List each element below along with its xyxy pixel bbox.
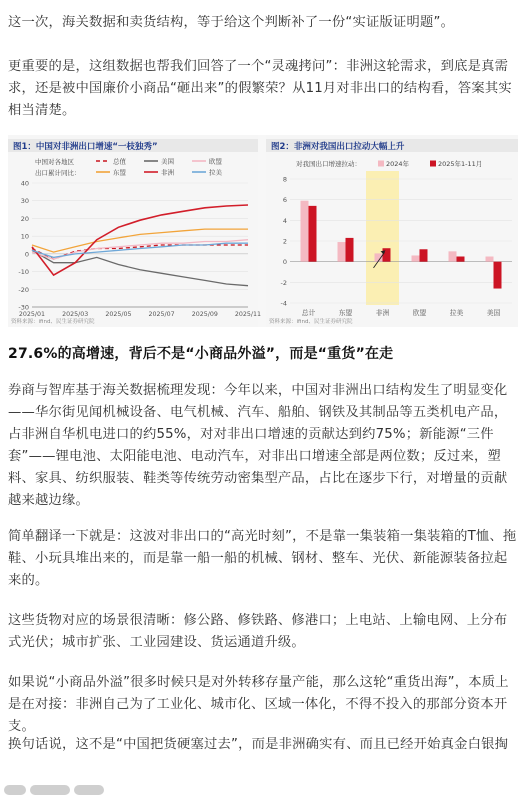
figure-1	[8, 135, 262, 327]
x-tick-label: 美国	[486, 309, 501, 317]
figure-title: 图2：非洲对我国出口拉动大幅上升	[271, 142, 405, 152]
y-tick-label: 10	[20, 232, 29, 241]
legend-swatch	[430, 161, 436, 167]
x-tick-label: 2025/01	[18, 311, 46, 318]
x-tick-label: 2025/09	[191, 311, 218, 318]
figure-2	[266, 135, 518, 327]
x-tick-label: 2025/11	[234, 311, 262, 318]
watermark-mark	[74, 785, 104, 795]
legend-caption: 中国对各地区	[35, 158, 74, 166]
section-heading: 27.6%的高增速，背后不是“小商品外溢”，而是“重货”在走	[8, 346, 394, 362]
paragraph-structure: 券商与智库基于海关数据梳理发现：今年以来，中国对非洲出口结构发生了明显变化——华尔街见闻机械设备、电气机械、汽车、船舶、钢铁及其制品等五类机电产品，占非洲自华机电进口的约55%，对对非出口增速的贡献达到约75%；新能源“三件套”——锂电池、太阳能电池、电动汽车，对非出口增速全部是两位数；反过来，塑料、家具、纺织服装、鞋类等传统劳动密集型产品，占比在逐步下行，对增量的贡献越来越边缘。	[8, 383, 508, 508]
y-tick-label: -20	[18, 285, 29, 294]
legend-label: 东盟	[113, 168, 126, 177]
paragraph-translation: 简单翻译一下就是：这波对非出口的“高光时刻”，不是靠一集装箱一集装箱的T恤、拖鞋、小玩具堆出来的，而是靠一船一船的机械、钢材、整车、光伏、新能源装备拉起来的。	[8, 529, 517, 588]
x-tick-label: 欧盟	[412, 309, 427, 317]
y-tick-label: 0	[24, 250, 29, 259]
paragraph-capex: 如果说“小商品外溢”很多时候只是对外转移存量产能，那么这轮“重货出海”，本质上是在对接：非洲自己为了工业化、城市化、区域一体化，不得不投入的那部分资本开支。	[8, 675, 509, 734]
x-tick-label: 非洲	[375, 309, 390, 317]
y-tick-label: -10	[18, 268, 29, 277]
legend-label: 拉美	[209, 168, 222, 177]
line-chart	[8, 135, 262, 327]
watermark-mark	[30, 785, 70, 795]
y-tick-label: -2	[280, 278, 287, 287]
y-tick-label: 20	[20, 214, 29, 223]
watermark-overlay	[0, 780, 120, 800]
series-line	[32, 205, 248, 275]
watermark-mark	[4, 785, 26, 795]
bar	[301, 201, 309, 262]
bar-chart	[266, 135, 518, 327]
y-tick-label: -30	[18, 303, 29, 312]
bar	[309, 206, 317, 262]
legend-label: 2024年	[386, 160, 410, 168]
legend-caption: 出口累计同比：	[35, 169, 81, 177]
y-tick-label: 0	[282, 258, 287, 267]
legend-label: 总值	[113, 157, 126, 166]
figure-row	[8, 135, 518, 327]
bar	[420, 249, 428, 261]
bar	[486, 257, 494, 262]
bar	[494, 262, 502, 289]
legend-label: 非洲	[161, 168, 174, 177]
legend-label: 2025年1-11月	[438, 160, 483, 168]
bar	[383, 248, 391, 261]
x-tick-label: 2025/07	[148, 311, 175, 318]
paragraph-scenarios: 这些货物对应的场景很清晰：修公路、修铁路、修港口；上电站、上输电网、上分布式光伏；城市扩张、工业园建设、货运通道升级。	[8, 613, 508, 650]
y-tick-label: -4	[280, 299, 287, 308]
x-tick-label: 总计	[301, 309, 316, 317]
y-tick-label: 6	[282, 196, 287, 205]
y-tick-label: 4	[282, 216, 287, 225]
bar	[457, 257, 465, 262]
bar	[449, 251, 457, 261]
bar	[412, 255, 420, 261]
x-tick-label: 2025/05	[105, 311, 132, 318]
legend-label: 美国	[161, 157, 174, 166]
figure-title: 图1：中国对非洲出口增速“一枝独秀”	[13, 142, 158, 152]
x-tick-label: 2025/03	[62, 311, 89, 318]
x-tick-label: 拉美	[449, 309, 464, 317]
series-line	[32, 245, 248, 259]
highlight-band	[366, 171, 399, 305]
y-tick-label: 8	[282, 175, 287, 184]
legend-label: 欧盟	[209, 157, 222, 166]
y-tick-label: 2	[282, 237, 287, 246]
bar	[338, 242, 346, 262]
legend-swatch	[378, 161, 384, 167]
paragraph-conclusion: 换句话说，这不是“中国把货硬塞过去”，而是非洲确实有、而且已经开始真金白银掏	[8, 737, 509, 752]
y-tick-label: 30	[20, 197, 29, 206]
paragraph-question: 更重要的是，这组数据也帮我们回答了一个“灵魂拷问”：非洲这轮需求，到底是真需求，还是被中国廉价小商品“砸出来”的假繁荣？从11月对非出口的结构看，答案其实相当清楚。	[8, 59, 512, 118]
figure-source: 资料来源：ifind、民生证券研究院	[269, 319, 353, 325]
x-tick-label: 东盟	[338, 309, 353, 317]
legend-caption: 对我国出口增速拉动：	[296, 160, 361, 168]
bar	[346, 238, 354, 262]
y-tick-label: 40	[20, 179, 29, 188]
figure-source: 资料来源：ifind、民生证券研究院	[11, 319, 95, 325]
paragraph-intro: 这一次，海关数据和卖货结构，等于给这个判断补了一份“实证版证明题”。	[8, 15, 455, 30]
